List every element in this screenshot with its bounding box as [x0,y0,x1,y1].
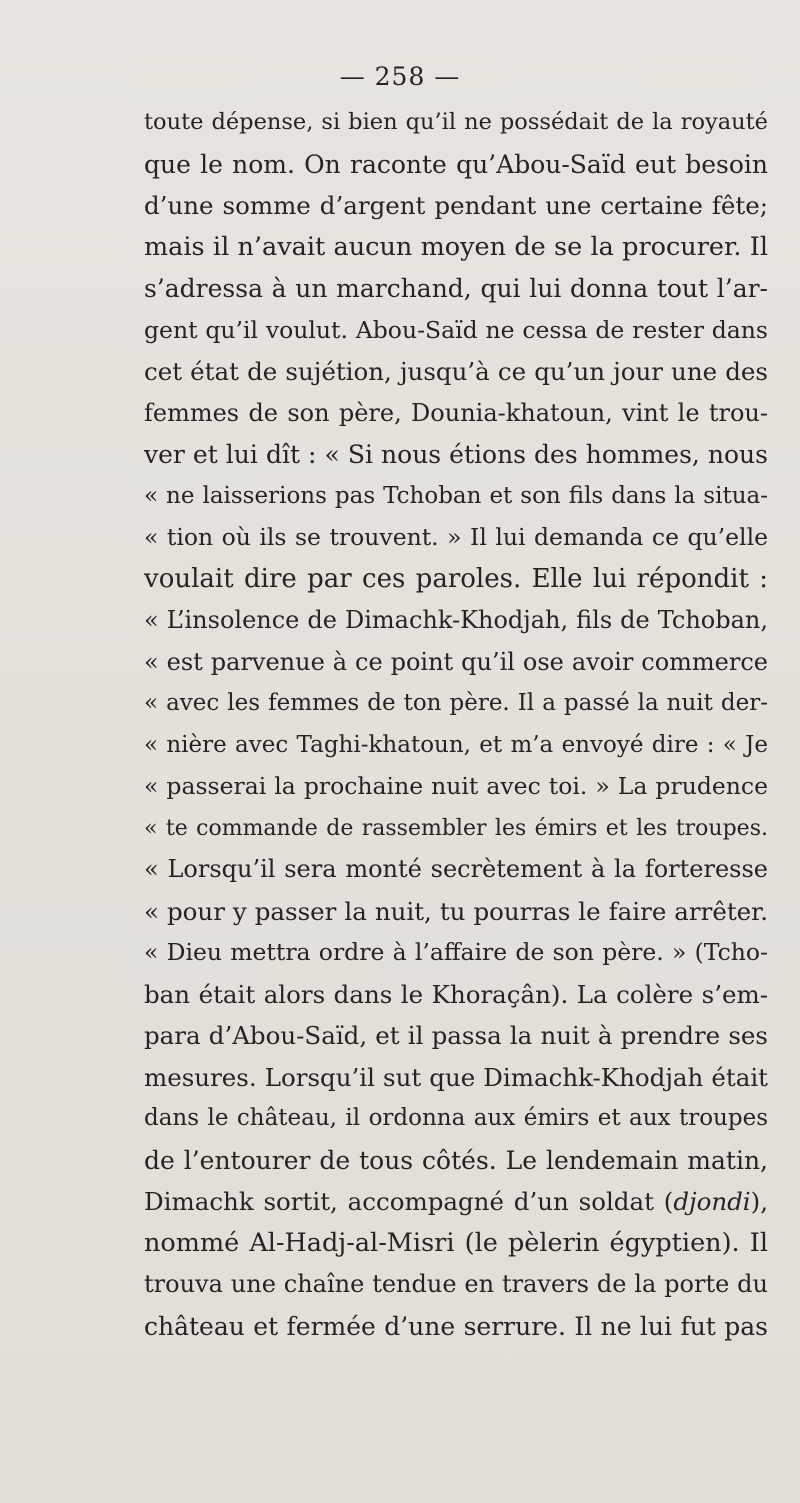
text-line-20: « pour y passer la nuit, tu pourras le faire arrêter. [144,896,768,926]
text-line-22: ban était alors dans le Khoraçân). La colère s’em- [144,979,768,1009]
text-line-3: d’une somme d’argent pendant une certaine fête; [144,191,768,220]
text-line-19: « Lorsqu’il sera monté secrètement à la forteresse [144,855,768,883]
text-line-27 [144,1181,768,1223]
italic-term-djondi: djondi [673,1187,751,1216]
text-line-26: de l’entourer de tous côtés. Le lendemain matin, [144,1145,768,1175]
text-line-11: « tion où ils se trouvent. » Il lui demanda ce qu’elle [144,523,768,551]
text-line-9: ver et lui dît : « Si nous étions des hommes, nous [144,440,768,469]
text-line-12: voulait dire par ces paroles. Elle lui répondit : [144,563,768,594]
text-line-15: « avec les femmes de ton père. Il a passé la nuit der- [144,690,768,716]
text-line-1: toute dépense, si bien qu’il ne possédait de la royauté [144,109,768,135]
text-line-2: que le nom. On raconte qu’Abou-Saïd eut besoin [144,149,768,179]
text-line-13: « L’insolence de Dimachk-Khodjah, fils de Tchoban, [144,606,768,634]
text-line-29: trouva une chaîne tendue en travers de la porte du [144,1270,768,1298]
text-line-24: mesures. Lorsqu’il sut que Dimachk-Khodjah était [144,1062,768,1092]
text-line-7: cet état de sujétion, jusqu’à ce qu’un jour une des [144,357,768,386]
text-line-23: para d’Abou-Saïd, et il passa la nuit à prendre ses [144,1021,768,1050]
text-line-14: « est parvenue à ce point qu’il ose avoir commerce [144,647,768,676]
text-line-27-end: ), [750,1187,768,1216]
page-number: — 258 — [339,62,461,91]
text-line-25: dans le château, il ordonna aux émirs et aux troupes [144,1105,768,1131]
text-line-27-start: Dimachk sortit, accompagné d’un soldat ( [144,1187,674,1216]
text-line-10: « ne laisserions pas Tchoban et son fils dans la situa- [144,482,768,509]
text-line-28: nommé Al-Hadj-al-Misri (le pèlerin égyptien). Il [144,1227,768,1258]
text-line-8: femmes de son père, Dounia-khatoun, vint le trou- [144,398,768,427]
text-line-5: s’adressa à un marchand, qui lui donna tout l’ar- [144,274,768,303]
text-line-17: « passerai la prochaine nuit avec toi. » La prudence [144,772,768,800]
text-line-6: gent qu’il voulut. Abou-Saïd ne cessa de rester dans [144,315,768,344]
body-text [144,102,768,1347]
text-line-16: « nière avec Taghi-khatoun, et m’a envoyé dire : « Je [144,731,768,758]
text-line-21: « Dieu mettra ordre à l’affaire de son père. » (Tcho- [144,938,768,966]
text-line-30: château et fermée d’une serrure. Il ne lui fut pas [144,1311,768,1341]
text-line-18: « te commande de rassembler les émirs et les troupes. [144,815,768,841]
text-line-4: mais il n’avait aucun moyen de se la procurer. Il [144,231,768,262]
